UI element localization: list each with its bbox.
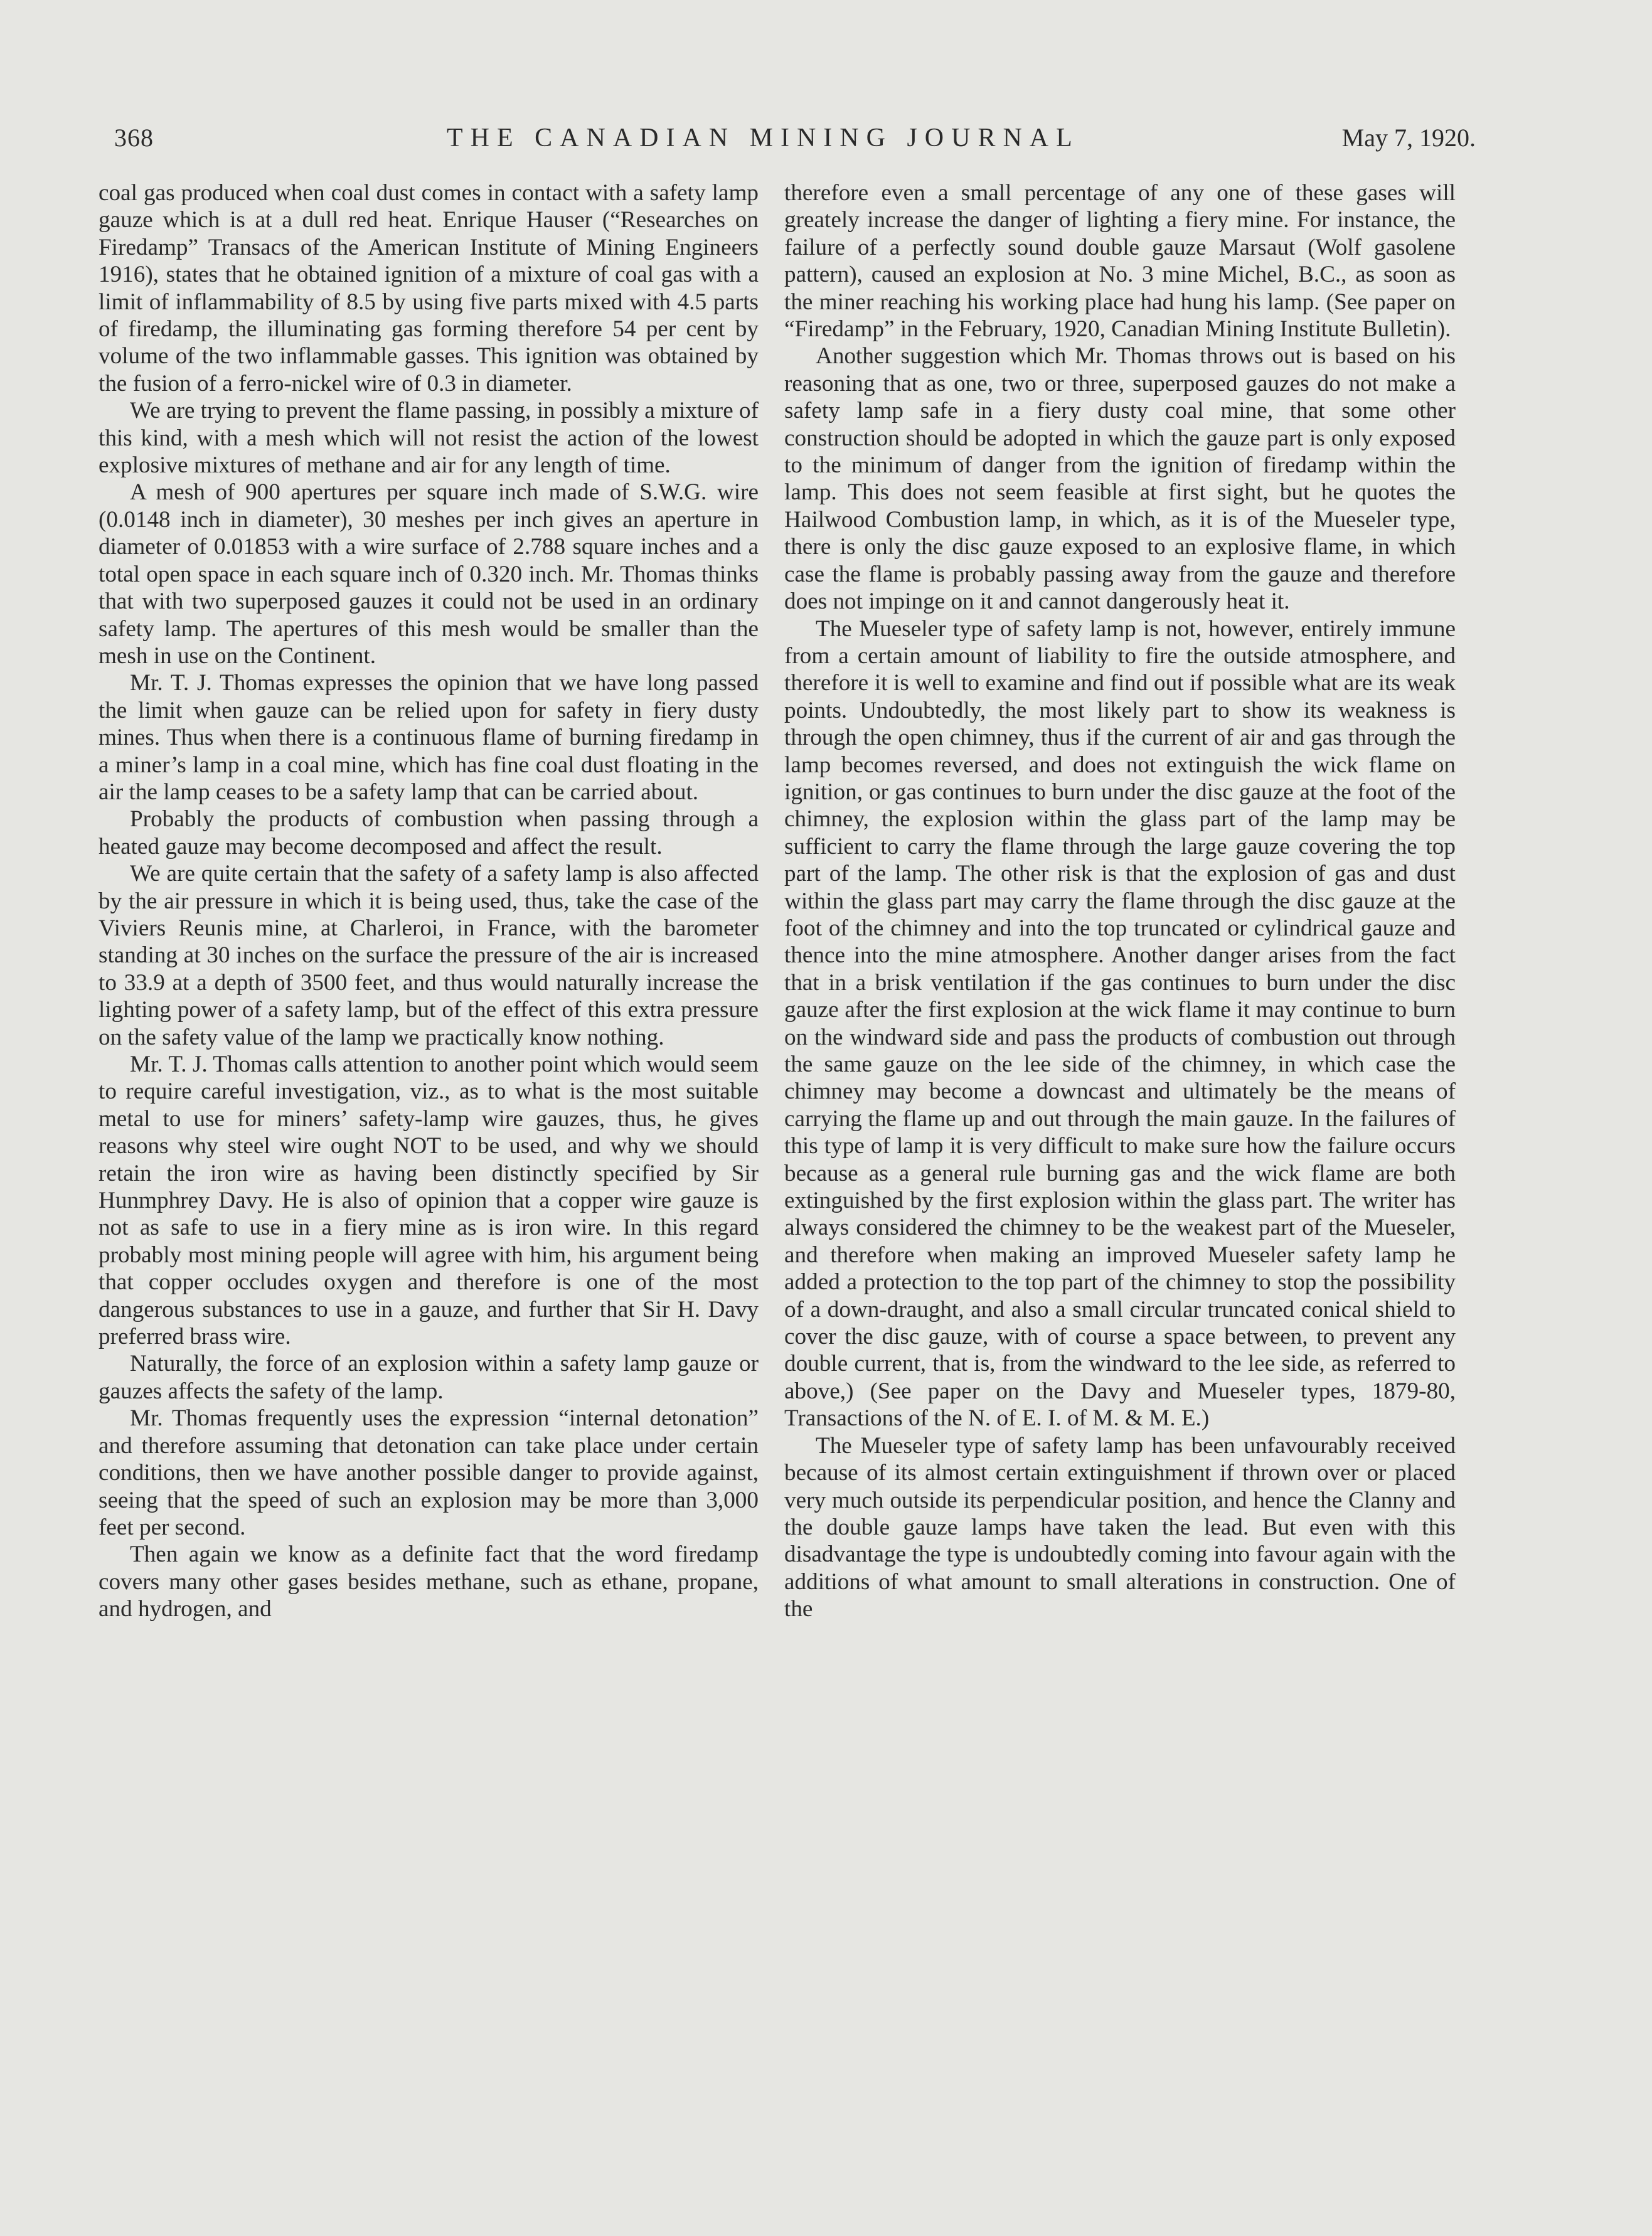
paragraph: The Mueseler type of safety lamp has been unfavourably received because of its almost certain extinguishment if thrown over or placed very much outside its perpendicular position, and hence the Clanny and the double gauze lamps have taken the lead. But even with this disadvantage the type is undoubtedly coming into favour again with the additions of what amount to small alterations in construction. One of the: [784, 1432, 1456, 1622]
page-header: [114, 123, 1476, 161]
paragraph: Mr. T. J. Thomas expresses the opinion that we have long passed the limit when gauze can be relied upon for safety in fiery dusty mines. Thus when there is a continuous flame of burning firedamp in a miner’s lamp in a coal mine, which has fine coal dust floating in the air the lamp ceases to be a safety lamp that can be carried about.: [99, 670, 759, 805]
paragraph: A mesh of 900 apertures per square inch made of S.W.G. wire (0.0148 inch in diameter), 30 meshes per inch gives an aperture in diameter of 0.01853 with a wire surface of 2.788 square inches and a total open space in each square inch of 0.320 inch. Mr. Thomas thinks that with two superposed gauzes it could not be used in an ordinary safety lamp. The apertures of this mesh would be smaller than the mesh in use on the Continent.: [99, 479, 759, 669]
page-number: 368: [114, 124, 154, 152]
paragraph: Another suggestion which Mr. Thomas throws out is based on his reasoning that as one, two or three, superposed gauzes do not make a safety lamp safe in a fiery dusty coal mine, that some other construction should be adopted in which the gauze part is only exposed to the minimum of danger from the ignition of firedamp within the lamp. This does not seem feasible at first sight, but he quotes the Hailwood Combustion lamp, in which, as it is of the Mueseler type, there is only the disc gauze exposed to an explosive flame, in which case the flame is probably passing away from the gauze and therefore does not impinge on it and cannot dangerously heat it.: [784, 343, 1456, 615]
paragraph: coal gas produced when coal dust comes in contact with a safety lamp gauze which is at a dull red heat. Enrique Hauser (“Researches on Firedamp” Transacs of the American Institute of Mining Engineers 1916), states that he obtained ignition of a mixture of coal gas with a limit of inflammability of 8.5 by using five parts mixed with 4.5 parts of firedamp, the illuminating gas forming therefore 54 per cent by volume of the two inflammable gasses. This ignition was obtained by the fusion of a ferro-nickel wire of 0.3 in diameter.: [99, 180, 759, 397]
paragraph: Naturally, the force of an explosion within a safety lamp gauze or gauzes affects the safety of the lamp.: [99, 1351, 759, 1404]
paragraph: therefore even a small percentage of any one of these gases will greately increase the danger of lighting a fiery mine. For instance, the failure of a perfectly sound double gauze Marsaut (Wolf gasolene pattern), caused an explosion at No. 3 mine Michel, B.C., as soon as the miner reaching his working place had hung his lamp. (See paper on “Firedamp” in the February, 1920, Canadian Mining Institute Bulletin).: [784, 180, 1456, 343]
right-column: [784, 179, 1456, 2156]
paragraph: We are trying to prevent the flame passing, in possibly a mixture of this kind, with a mesh which will not resist the action of the lowest explosive mixtures of methane and air for any length of time.: [99, 398, 759, 479]
paragraph: Then again we know as a definite fact that the word firedamp covers many other gases besides methane, such as ethane, propane, and hydrogen, and: [99, 1541, 759, 1622]
paragraph: Mr. Thomas frequently uses the expression “internal detonation” and therefore assuming that detonation can take place under certain conditions, then we have another possible danger to provide against, seeing that the speed of such an explosion may be more than 3,000 feet per second.: [99, 1405, 759, 1540]
paragraph: Mr. T. J. Thomas calls attention to another point which would seem to require careful investigation, viz., as to what is the most suitable metal to use for miners’ safety-lamp wire gauzes, thus, he gives reasons why steel wire ought NOT to be used, and why we should retain the iron wire as having been distinctly specified by Sir Hunmphrey Davy. He is also of opinion that a copper wire gauze is not as safe to use in a fiery mine as is iron wire. In this regard probably most mining people will agree with him, his argument being that copper occludes oxygen and therefore is one of the most dangerous substances to use in a gauze, and further that Sir H. Davy preferred brass wire.: [99, 1051, 759, 1350]
paragraph: Probably the products of combustion when passing through a heated gauze may become decomposed and affect the result.: [99, 806, 759, 860]
journal-title: THE CANADIAN MINING JOURNAL: [447, 124, 1080, 152]
left-column: [99, 179, 759, 2156]
paragraph: The Mueseler type of safety lamp is not, however, entirely immune from a certain amount of liability to fire the outside atmosphere, and therefore it is well to examine and find out if possible what are its weak points. Undoubtedly, the most likely part to show its weakness is through the open chimney, thus if the current of air and gas through the lamp becomes reversed, and does not extinguish the wick flame on ignition, or gas continues to burn under the disc gauze at the foot of the chimney, the explosion within the glass part of the lamp may be sufficient to carry the flame through the large gauze covering the top part of the lamp. The other risk is that the explosion of gas and dust within the glass part may carry the flame through the disc gauze at the foot of the chimney and into the top truncated or cylindrical gauze and thence into the mine atmosphere. Another danger arises from the fact that in a brisk ventilation if the gas continues to burn under the disc gauze after the first explosion at the wick flame it may continue to burn on the windward side and pass the products of combustion out through the same gauze on the lee side of the chimney, in which case the chimney may become a downcast and ultimately be the means of carrying the flame up and out through the main gauze. In the failures of this type of lamp it is very difficult to make sure how the failure occurs because as a general rule burning gas and the wick flame are both extinguished by the first explosion within the glass part. The writer has always considered the chimney to be the weakest part of the Mueseler, and therefore when making an improved Mueseler safety lamp he added a protection to the top part of the chimney to stop the possibility of a down-draught, and also a small circular truncated conical shield to cover the disc gauze, with of course a space between, to prevent any double current, that is, from the windward to the lee side, as referred to above,) (See paper on the Davy and Mueseler types, 1879-80, Transactions of the N. of E. I. of M. & M. E.): [784, 615, 1456, 1432]
paragraph: We are quite certain that the safety of a safety lamp is also affected by the air pressure in which it is being used, thus, take the case of the Viviers Reunis mine, at Charleroi, in France, with the barometer standing at 30 inches on the surface the pressure of the air is increased to 33.9 at a depth of 3500 feet, and thus would naturally increase the lighting power of a safety lamp, but of the effect of this extra pressure on the safety value of the lamp we practically know nothing.: [99, 861, 759, 1050]
issue-date: May 7, 1920.: [1341, 124, 1476, 152]
